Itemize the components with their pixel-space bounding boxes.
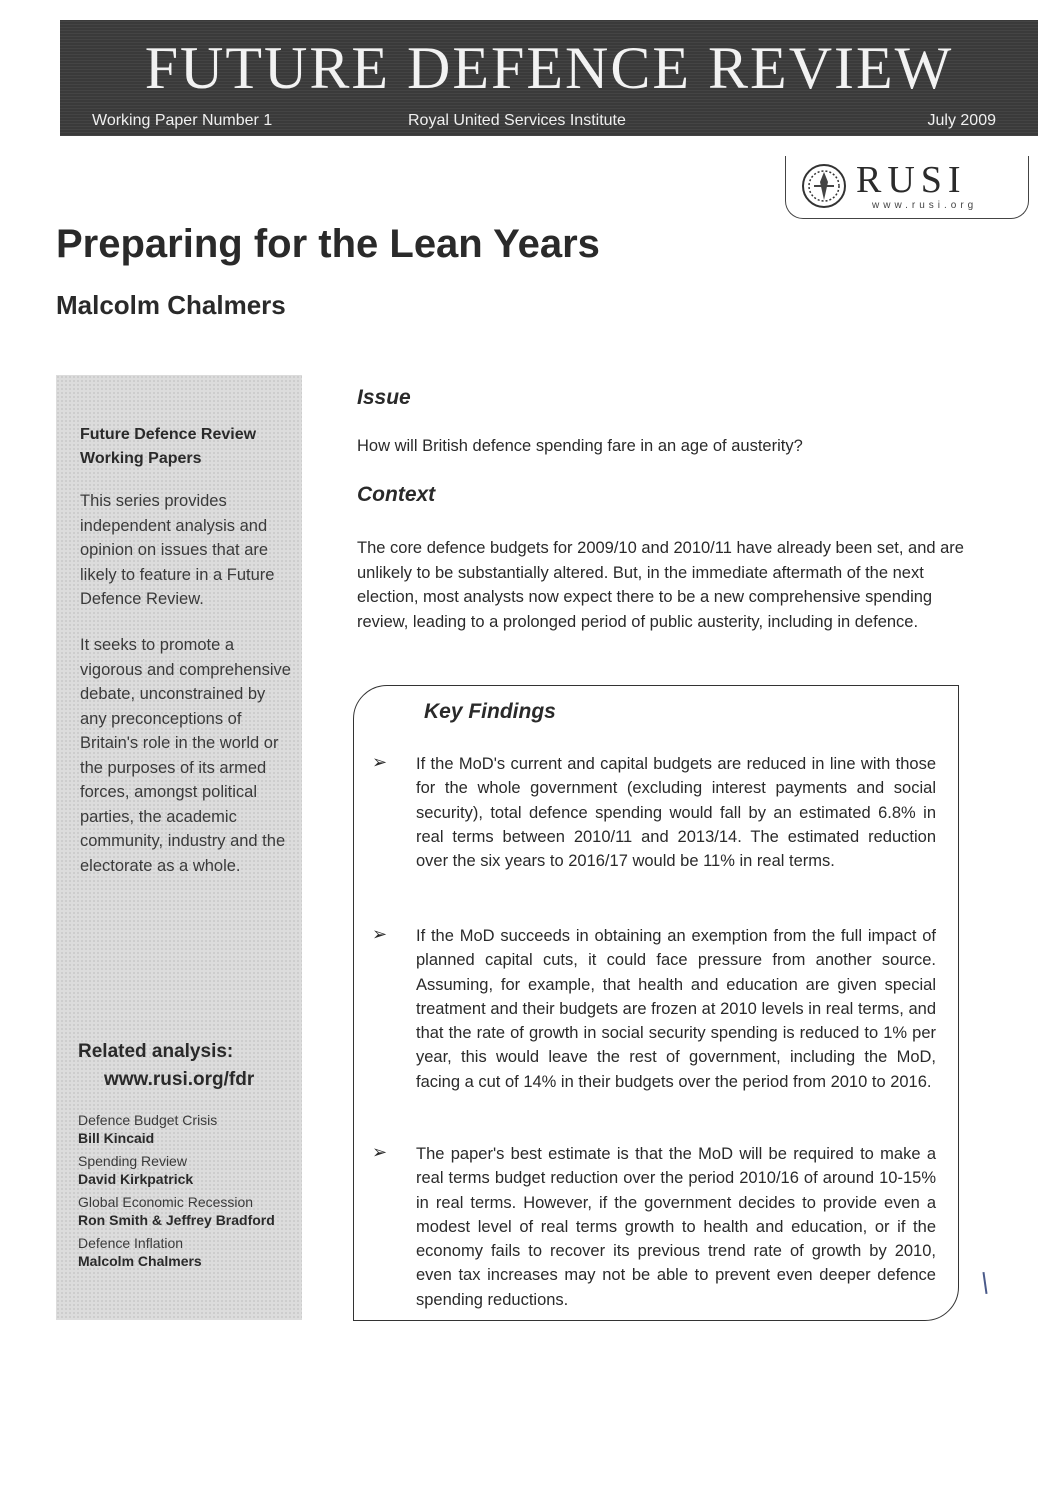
- key-findings-heading: Key Findings: [424, 700, 556, 723]
- reference-list: [78, 1111, 298, 1275]
- series-title: FUTURE DEFENCE REVIEW: [144, 35, 954, 101]
- rusi-logo: [785, 156, 1029, 219]
- logo-url: www.rusi.org: [872, 200, 978, 211]
- sidebar-paragraph: This series provides independent analysis and opinion on issues that are likely to feature in a Future Defence Review.: [80, 492, 275, 608]
- issue-heading: Issue: [357, 386, 411, 409]
- pen-mark: [982, 1272, 987, 1294]
- working-paper-number: Working Paper Number 1: [92, 112, 273, 129]
- related-analysis-label: Related analysis:: [78, 1041, 234, 1062]
- key-finding-text: The paper's best estimate is that the MoD will be required to make a real terms budget reduction over the period 2010/16 of around 10-15% in real terms. However, if the government decides to provide even a modest level of real terms growth to health and education, or if the economy fails to recover its previous trend rate of growth by 2010, even tax increases may not be able to prevent even deeper defence spending reductions.: [416, 1145, 936, 1309]
- reference-author: David Kirkpatrick: [78, 1171, 194, 1187]
- document-title: Preparing for the Lean Years: [56, 222, 600, 266]
- institute-name: Royal United Services Institute: [408, 112, 626, 129]
- reference-title: Defence Inflation: [78, 1235, 184, 1251]
- key-finding-text: If the MoD's current and capital budgets are reduced in line with those for the whole government (excluding interest payments and social security), total defence spending would fall by an estimated 6.8% in real terms between 2010/11 and 2013/14. The estimated reduction over the six years to 2016/17 would be 11% in real terms.: [416, 755, 936, 871]
- reference-title: Global Economic Recession: [78, 1194, 254, 1210]
- reference-item: [78, 1152, 298, 1188]
- rusi-crest-icon: [800, 162, 848, 210]
- reference-author: Ron Smith & Jeffrey Bradford: [78, 1212, 275, 1228]
- key-finding-text: If the MoD succeeds in obtaining an exemption from the full impact of planned capital cuts, it could face pressure from another source. Assuming, for example, that health and education are given special treatment and their budgets are frozen at 2010 levels in real terms, and that the rate of growth in social security spending is reduced to 1% per year, this would leave the rest of government, including the MoD, facing a cut of 14% in their budgets over the period from 2010 to 2016.: [416, 927, 936, 1091]
- related-analysis-link[interactable]: www.rusi.org/fdr: [104, 1069, 255, 1090]
- reference-item: [78, 1234, 298, 1270]
- reference-item: [78, 1193, 298, 1229]
- sidebar-panel: [56, 375, 302, 1320]
- arrow-bullet-icon: ➢: [372, 1142, 388, 1162]
- arrow-bullet-icon: ➢: [372, 752, 388, 772]
- arrow-bullet-icon: ➢: [372, 924, 388, 944]
- context-heading: Context: [357, 483, 436, 506]
- publication-date: July 2009: [927, 112, 996, 129]
- reference-title: Defence Budget Crisis: [78, 1112, 218, 1128]
- header-banner: [60, 20, 1038, 136]
- key-findings-box: [353, 685, 959, 1321]
- document-author: Malcolm Chalmers: [56, 290, 286, 320]
- reference-title: Spending Review: [78, 1153, 187, 1169]
- reference-author: Bill Kincaid: [78, 1130, 155, 1146]
- logo-wordmark: RUSI: [856, 159, 967, 201]
- sidebar-heading: Future Defence Review Working Papers: [80, 426, 257, 467]
- context-text: The core defence budgets for 2009/10 and 2010/11 have already been set, and are unlikely to be substantially altered. But, in the immediate aftermath of the next election, most analysts now expect there to be a new comprehensive spending review, leading to a prolonged period of public austerity, including in defence.: [357, 539, 964, 631]
- sidebar-paragraph: It seeks to promote a vigorous and comprehensive debate, unconstrained by any preconceptions of Britain's role in the world or the purposes of its armed forces, amongst political parties, the academic community, industry and the electorate as a whole.: [80, 636, 291, 875]
- reference-author: Malcolm Chalmers: [78, 1253, 202, 1269]
- reference-item: [78, 1111, 298, 1147]
- issue-text: How will British defence spending fare in an age of austerity?: [357, 437, 803, 455]
